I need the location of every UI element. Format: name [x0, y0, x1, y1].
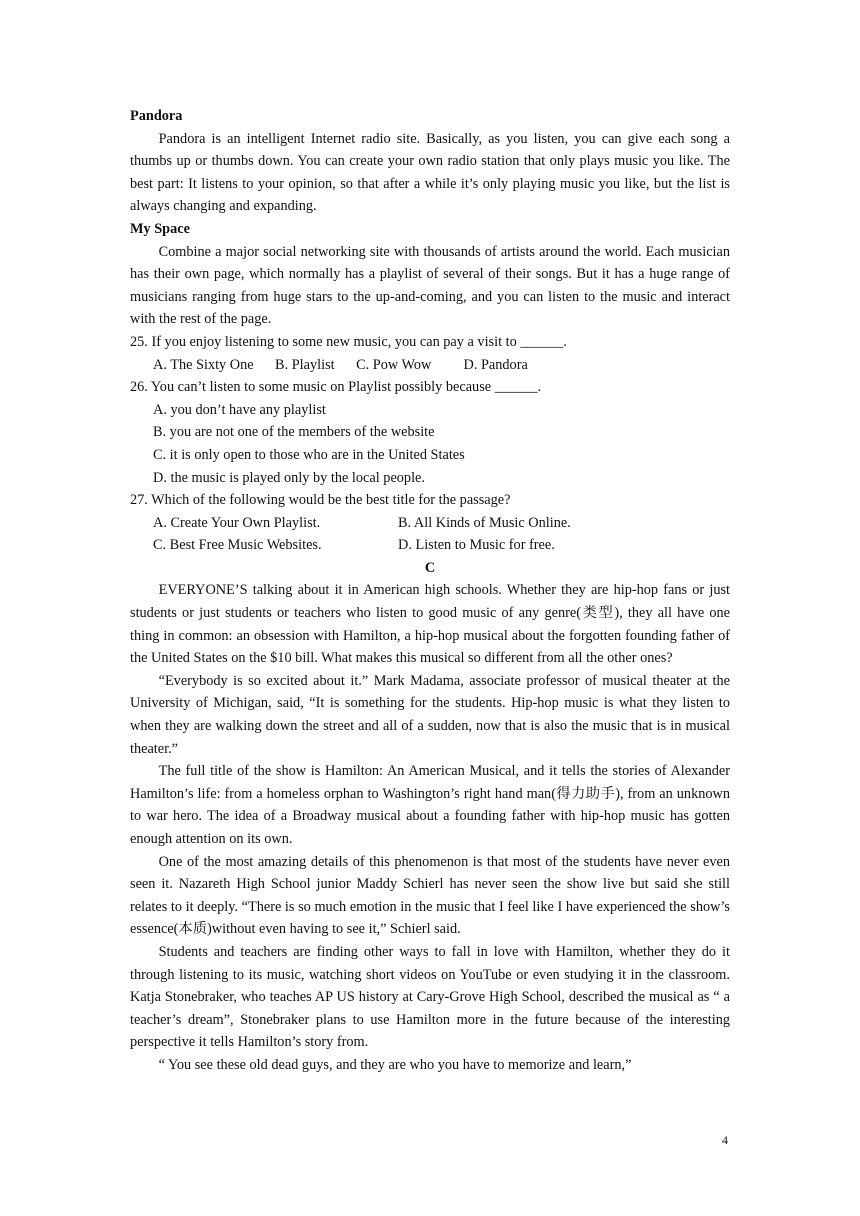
question-27: 27. Which of the following would be the best title for the passage?: [130, 492, 511, 509]
question-26-option-d: D. the music is played only by the local people.: [153, 469, 425, 486]
question-26: 26. You can’t listen to some music on Playlist possibly because ______.: [130, 379, 542, 396]
page-content: [130, 105, 730, 1077]
passage-c-paragraph: EVERYONE’S talking about it in American high schools. Whether they are hip-hop fans or just students or just students or teachers who listen to good music of any genre(类型), they all have one thing in common: an obsession with Hamilton, a hip-hop musical about the forgotten founding father of the United States on the $10 bill. What makes this musical so different from all the other ones?: [130, 582, 730, 667]
passage-c-paragraph: “ You see these old dead guys, and they are who you have to memorize and learn,”: [158, 1056, 632, 1073]
question-27-option-b: B. All Kinds of Music Online.: [398, 514, 571, 531]
question-25-options: A. The Sixty One B. Playlist C. Pow Wow D. Pandora: [153, 356, 528, 373]
question-27-options-row-2: [130, 534, 730, 557]
question-26-option-c: C. it is only open to those who are in the United States: [153, 446, 465, 463]
passage-c-paragraph: “Everybody is so excited about it.” Mark Madama, associate professor of musical theater at the University of Michigan, said, “It is something for the students. Hip-hop music is what they listen to when they are walking down the street and all of a sudden, now that is also the music that is in musical theater.”: [130, 672, 730, 757]
page-number: 4: [722, 1133, 728, 1147]
question-27-options-row-1: [130, 512, 730, 535]
question-27-option-d: D. Listen to Music for free.: [398, 537, 555, 554]
paragraph-pandora: Pandora is an intelligent Internet radio site. Basically, as you listen, you can give each song a thumbs up or thumbs down. You can create your own radio station that only plays music you like. The best part: It listens to your opinion, so that after a while it’s only playing music you like, but the list is always changing and expanding.: [130, 130, 730, 215]
paragraph-myspace: Combine a major social networking site with thousands of artists around the world. Each musician has their own page, which normally has a playlist of several of their songs. But it has a huge range of musicians ranging from huge stars to the up-and-coming, and you can listen to the music and interact with the rest of the page.: [130, 243, 730, 328]
passage-c-paragraph: Students and teachers are finding other ways to fall in love with Hamilton, whether they do it through listening to its music, watching short videos on YouTube or even studying it in the classroom. Katja Stonebraker, who teaches AP US history at Cary-Grove High School, described the musical as “ a teacher’s dream”, Stonebraker plans to use Hamilton more in the future because of the interesting perspective it tells Hamilton’s story from.: [130, 943, 730, 1051]
passage-c-label: C: [424, 559, 436, 576]
section-heading-myspace: My Space: [130, 220, 190, 237]
passage-c-paragraph: One of the most amazing details of this phenomenon is that most of the students have never even seen it. Nazareth High School junior Maddy Schierl has never seen the show live but said she still relates to it deeply. “There is so much emotion in the music that I feel like I have experienced the show’s essence(本质)without even having to see it,” Schierl said.: [130, 853, 730, 938]
section-heading-pandora: Pandora: [130, 108, 183, 124]
question-25: 25. If you enjoy listening to some new music, you can pay a visit to ______.: [130, 333, 567, 350]
question-27-option-a: A. Create Your Own Playlist.: [153, 514, 321, 531]
question-27-option-c: C. Best Free Music Websites.: [153, 537, 322, 554]
passage-c-paragraph: The full title of the show is Hamilton: An American Musical, and it tells the stories of Alexander Hamilton’s life: from a homeless orphan to Washington’s right hand man(得力助手), from an unknown to war hero. The idea of a Broadway musical about a founding father with hip-hop music has gotten enough attention on its own.: [130, 763, 730, 847]
question-26-option-b: B. you are not one of the members of the website: [153, 424, 435, 441]
question-26-option-a: A. you don’t have any playlist: [153, 401, 326, 418]
